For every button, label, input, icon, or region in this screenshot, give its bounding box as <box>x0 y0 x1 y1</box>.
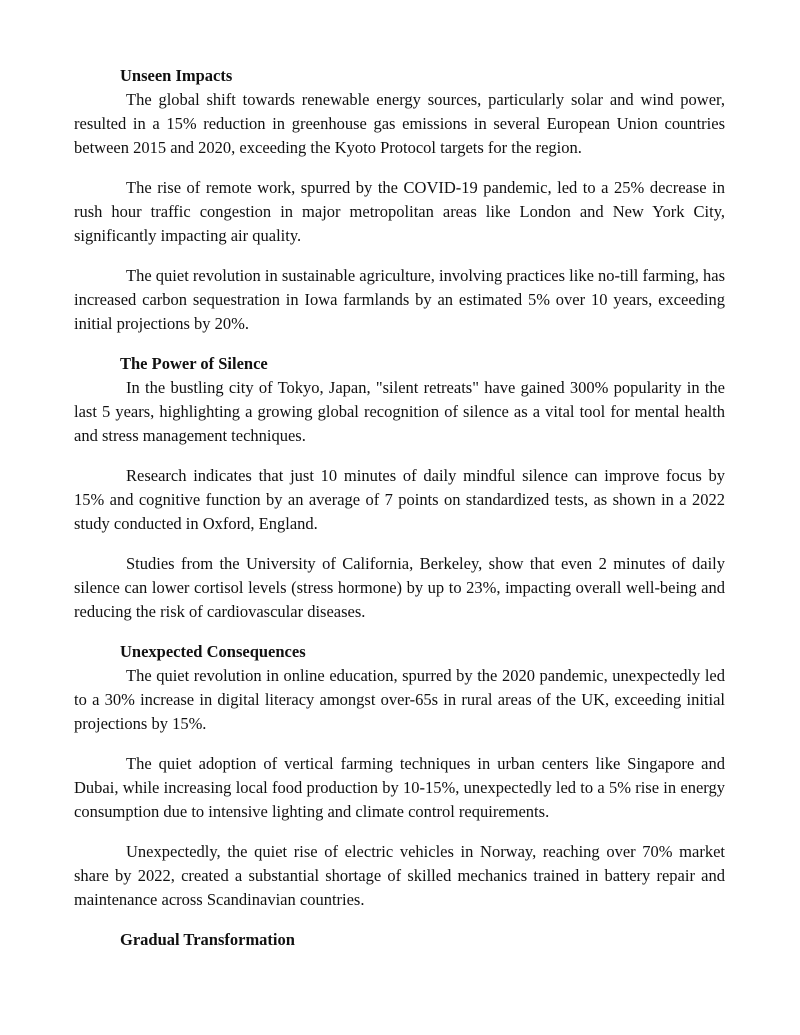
document-body <box>74 64 725 952</box>
section-heading-power-of-silence: The Power of Silence <box>120 354 268 373</box>
paragraph: Unexpectedly, the quiet rise of electric vehicles in Norway, reaching over 70% market share by 2022, created a substantial shortage of skilled mechanics trained in battery repair and maintenance across Scandinavian countries. <box>74 842 725 909</box>
paragraph: The quiet revolution in sustainable agriculture, involving practices like no-till farming, has increased carbon sequestration in Iowa farmlands by an estimated 5% over 10 years, exceeding initial projections by 20%. <box>74 266 725 333</box>
paragraph: The quiet adoption of vertical farming techniques in urban centers like Singapore and Dubai, while increasing local food production by 10-15%, unexpectedly led to a 5% rise in energy consumption due to intensive lighting and climate control requirements. <box>74 754 725 821</box>
section-heading-gradual-transformation: Gradual Transformation <box>120 930 295 949</box>
section-heading-unseen-impacts: Unseen Impacts <box>120 66 233 85</box>
paragraph: The rise of remote work, spurred by the COVID-19 pandemic, led to a 25% decrease in rush hour traffic congestion in major metropolitan areas like London and New York City, significantly impacting air quality. <box>74 178 725 245</box>
paragraph: In the bustling city of Tokyo, Japan, "silent retreats" have gained 300% popularity in the last 5 years, highlighting a growing global recognition of silence as a vital tool for mental health and stress management techniques. <box>74 378 725 445</box>
paragraph: Studies from the University of California, Berkeley, show that even 2 minutes of daily silence can lower cortisol levels (stress hormone) by up to 23%, impacting overall well-being and reducing the risk of cardiovascular diseases. <box>74 554 725 621</box>
paragraph: The global shift towards renewable energy sources, particularly solar and wind power, resulted in a 15% reduction in greenhouse gas emissions in several European Union countries between 2015 and 2020, exceeding the Kyoto Protocol targets for the region. <box>74 90 725 157</box>
section-heading-unexpected-consequences: Unexpected Consequences <box>120 642 306 661</box>
paragraph: Research indicates that just 10 minutes of daily mindful silence can improve focus by 15% and cognitive function by an average of 7 points on standardized tests, as shown in a 2022 study conducted in Oxford, England. <box>74 466 725 533</box>
paragraph: The quiet revolution in online education, spurred by the 2020 pandemic, unexpectedly led to a 30% increase in digital literacy amongst over-65s in rural areas of the UK, exceeding initial projections by 15%. <box>74 666 725 733</box>
